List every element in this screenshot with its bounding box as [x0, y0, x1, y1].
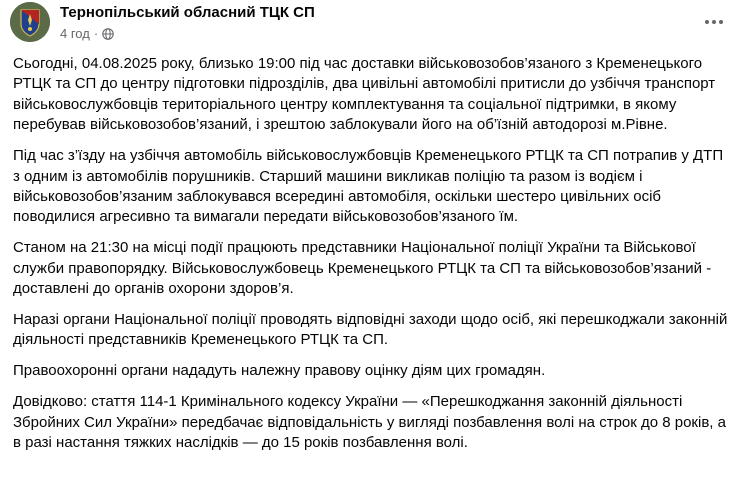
page-avatar[interactable]: [10, 2, 50, 42]
post-paragraph: Наразі органи Національної поліції проводять відповідні заходи щодо осіб, які перешкоджали законній діяльності представників Кременецького РТЦК та СП.: [13, 310, 728, 349]
post-time[interactable]: 4 год: [60, 26, 90, 41]
more-options-icon: [705, 20, 723, 24]
globe-icon: [102, 28, 114, 40]
meta-separator: ·: [93, 26, 99, 41]
post-paragraph: Довідково: стаття 114-1 Кримінального кодексу України — «Перешкоджання законній діяльності Збройних Сил України» передбачає відповідальність у вигляді позбавлення волі на строк до 8 років, а в разі настання тяжких наслідків — до 15 років позбавлення волі.: [13, 393, 726, 451]
post-header: [10, 2, 730, 46]
post-paragraph: Під час з’їзду на узбіччя автомобіль військовослужбовців Кременецького РТЦК та СП потрапив у ДТП з одним із автомобілів порушників. Старший машини викликав поліцію та разом із водієм і військовозобов’язаним заблокувався всередині автомобіля, оскільки шестеро цивільних осіб поводилися агресивно та вимагали передати військовозобов’язаного їм.: [13, 147, 724, 226]
post-paragraph: Сьогодні, 04.08.2025 року, близько 19:00 під час доставки військовозобов’язаного з Кременецького РТЦК та СП до центру підготовки підрозділів, два цивільні автомобілі притисли до узбіччя транспорт військовослужбовців територіального центру комплектування та соціальної підтримки, в якому перебував військовозобов’язаний, і зрештою заблокували його на об’їзній автодорозі м.Рівне.: [13, 55, 716, 134]
post-body: [13, 54, 728, 464]
post-paragraph: Правоохоронні органи нададуть належну правову оцінку діям цих громадян.: [13, 362, 546, 380]
more-options-button[interactable]: [698, 6, 730, 38]
coat-of-arms-icon: [10, 2, 50, 42]
post-meta: [60, 26, 114, 41]
page-name[interactable]: Тернопільський обласний ТЦК СП: [60, 4, 315, 21]
post-paragraph: Станом на 21:30 на місці події працюють представники Національної поліції України та Військової служби правопорядку. Військовослужбовець Кременецького РТЦК та СП та військовозобов’язаний - доставлені до органів охорони здоров’я.: [13, 239, 712, 298]
